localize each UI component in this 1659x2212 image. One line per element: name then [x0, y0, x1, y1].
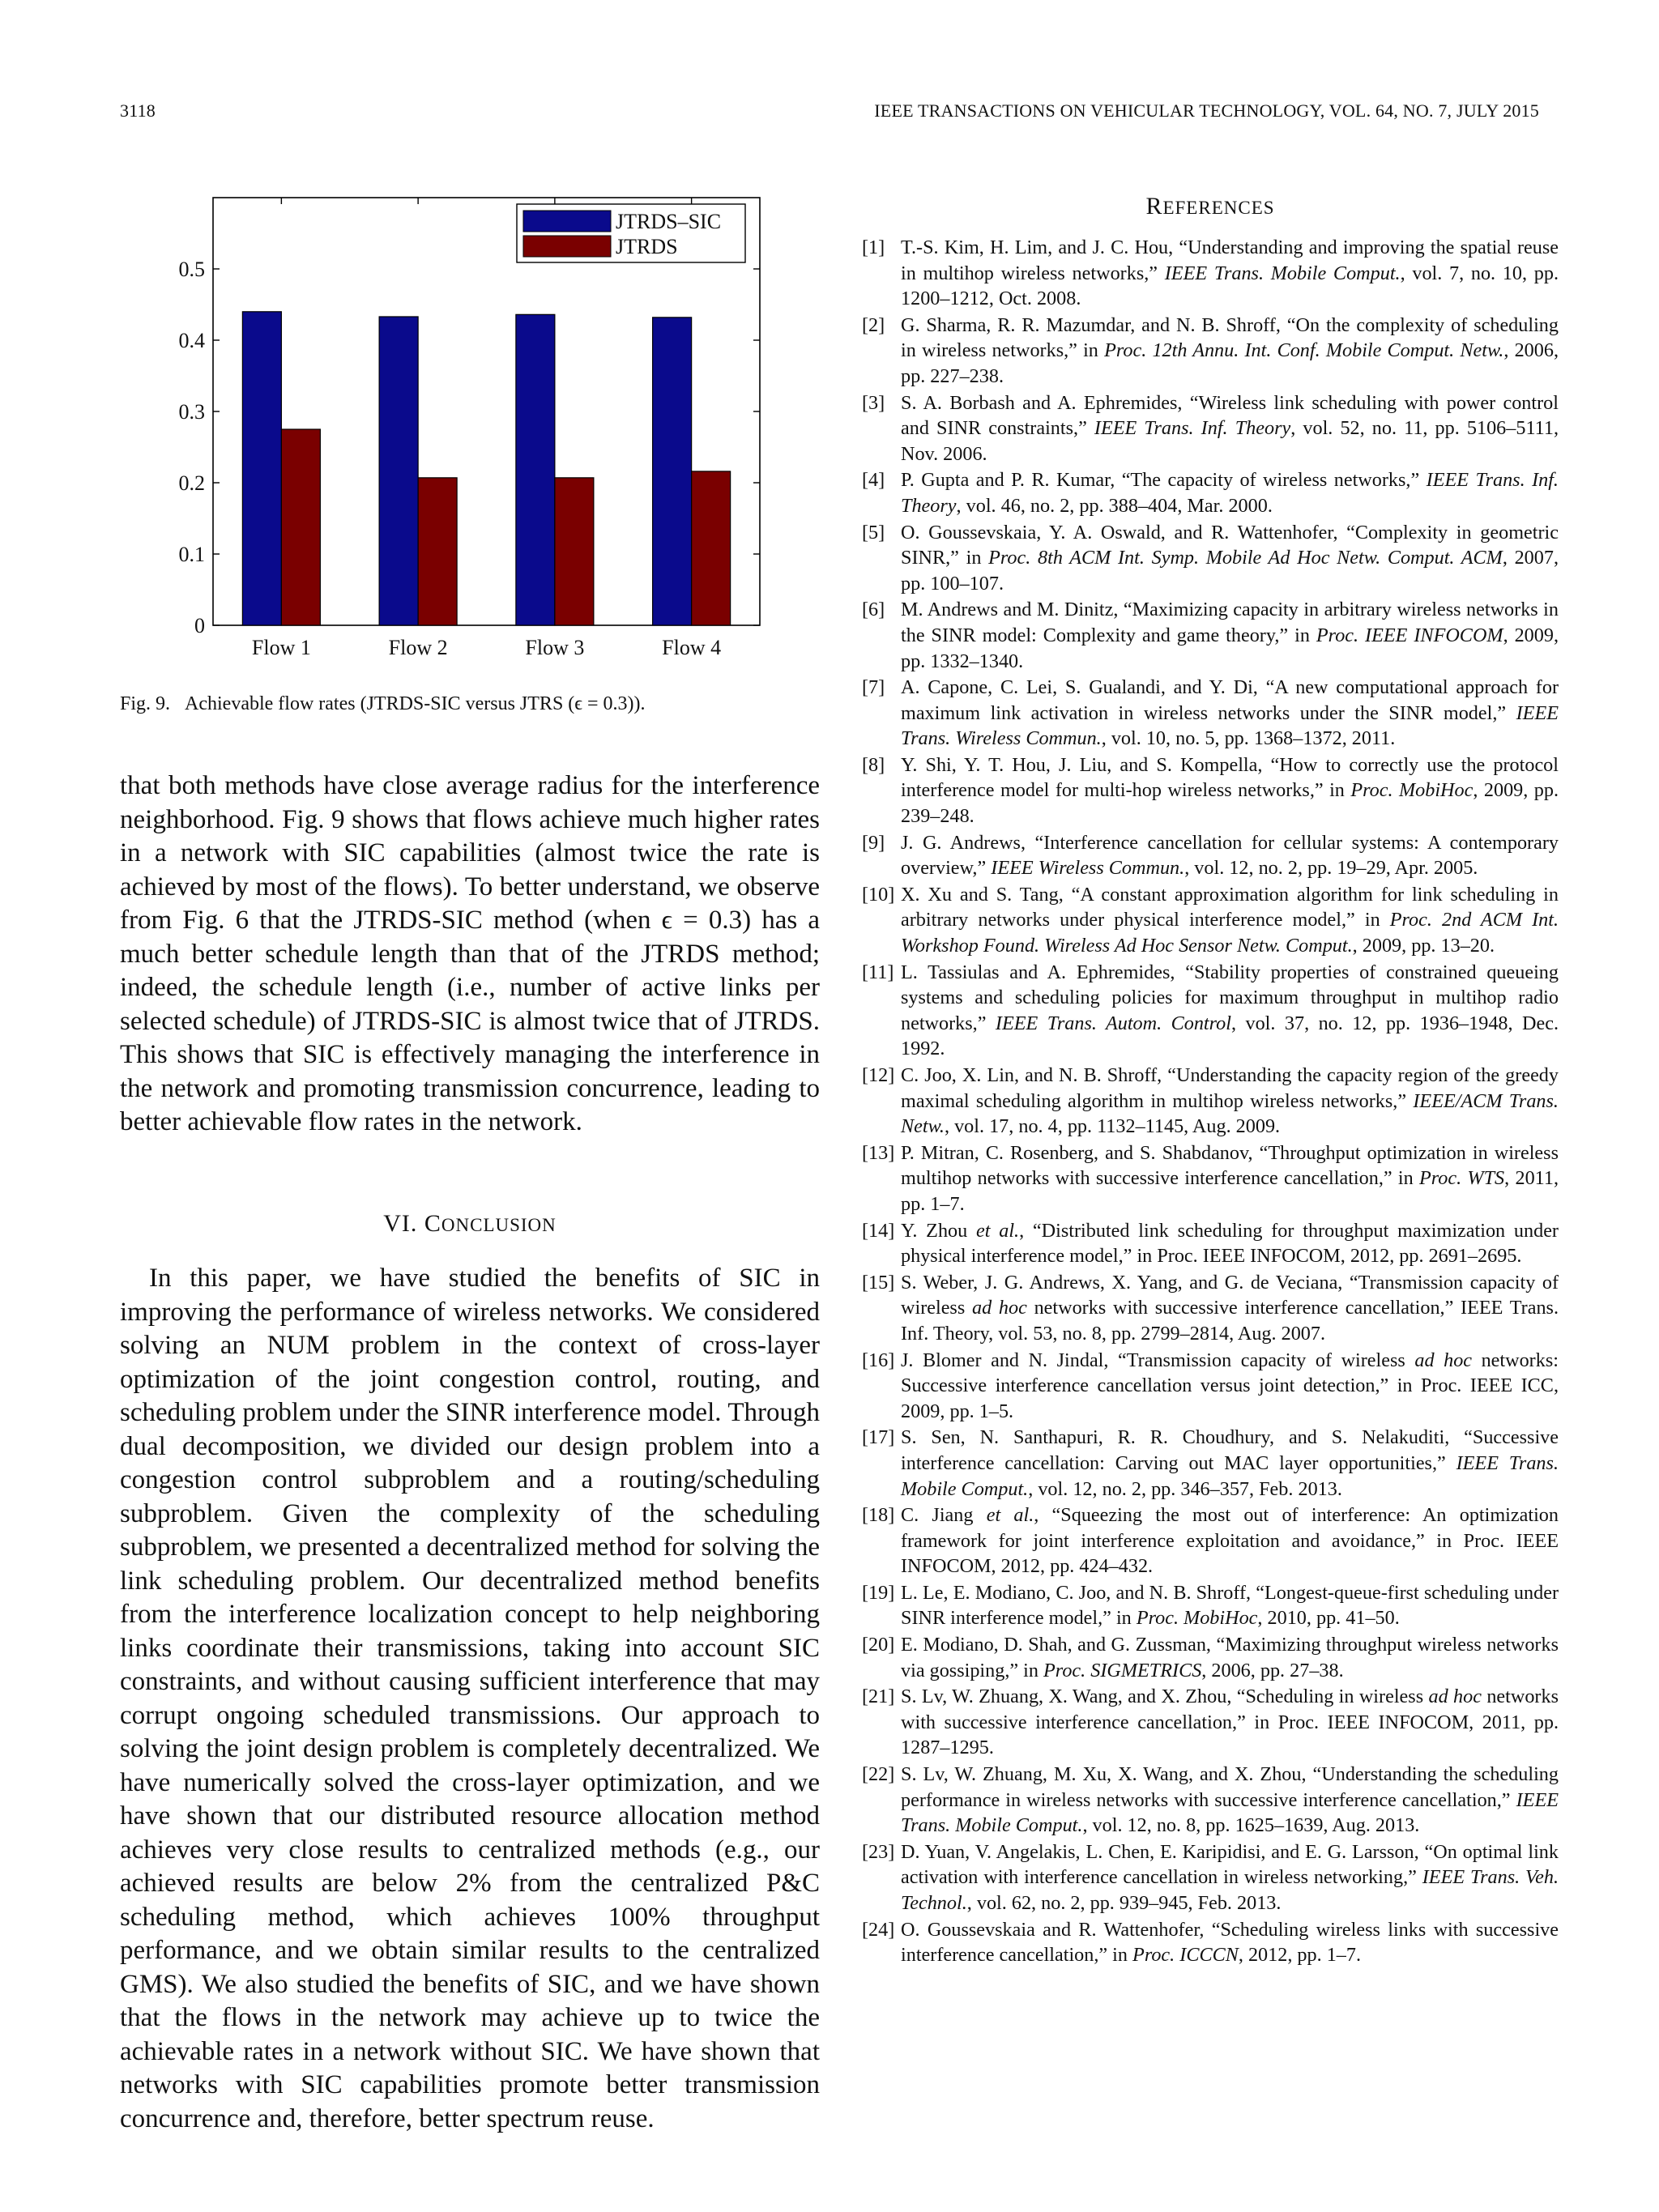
reference-details: , 2010, pp. 41–50. — [1257, 1607, 1400, 1630]
body-paragraph-results — [120, 769, 820, 1140]
reference-details: , vol. 17, no. 4, pp. 1132–1145, Aug. 2009. — [944, 1115, 1281, 1138]
reference-number: [5] — [862, 521, 885, 543]
reference-number: [7] — [862, 676, 885, 699]
bar-jtrds-flow-1 — [281, 429, 320, 625]
reference-number: [10] — [862, 883, 895, 906]
y-tick-label: 0.4 — [178, 329, 205, 352]
reference-text — [901, 1839, 1559, 1916]
right-column — [862, 188, 1559, 1969]
reference-text — [901, 1632, 1559, 1683]
reference-details: , vol. 52, no. 11, pp. 5106–5111, Nov. 2006. — [901, 417, 1559, 465]
reference-details: , vol. 62, no. 2, pp. 939–945, Feb. 2013. — [966, 1892, 1282, 1914]
reference-venue: Proc. MobiHoc — [1350, 779, 1473, 802]
reference-authors-title: O. Goussevskaia and R. Wattenhofer, “Scheduling wireless links with successive interference cancellation,” in — [901, 1918, 1559, 1967]
figure-caption-text: Achievable flow rates (JTRDS-SIC versus JTRS (ϵ = 0.3)). — [185, 693, 646, 714]
reference-details: , 2009, pp. 1332–1340. — [901, 624, 1559, 672]
reference-item — [862, 235, 1559, 312]
reference-item — [862, 1063, 1559, 1140]
reference-authors-title: C. Joo, X. Lin, and N. B. Shroff, “Understanding the capacity region of the greedy maximal scheduling algorithm in multihop wireless networks,” — [901, 1064, 1559, 1112]
reference-item — [862, 1632, 1559, 1683]
references-heading-initial: R — [1145, 193, 1163, 219]
reference-details: , 2006, pp. 227–238. — [901, 339, 1559, 387]
reference-item — [862, 1140, 1559, 1217]
section-number: VI. — [383, 1210, 418, 1237]
reference-details: , vol. 37, no. 12, pp. 1936–1948, Dec. 1992. — [901, 1012, 1559, 1060]
reference-text — [901, 1348, 1559, 1425]
reference-venue: IEEE Trans. Mobile Comput. — [1164, 262, 1401, 284]
reference-venue: IEEE Trans. Mobile Comput. — [901, 1788, 1559, 1837]
reference-authors-title: T.-S. Kim, H. Lim, and J. C. Hou, “Understanding and improving the spatial reuse in multihop wireless networks,” — [901, 237, 1559, 284]
reference-text — [901, 520, 1559, 597]
reference-item — [862, 520, 1559, 597]
reference-number: [8] — [862, 753, 885, 776]
reference-venue: IEEE Trans. Inf. Theory — [1094, 417, 1291, 440]
x-tick-label: Flow 1 — [251, 636, 311, 659]
x-tick-label: Flow 2 — [388, 636, 448, 659]
reference-authors-title: S. Weber, J. G. Andrews, X. Yang, and G. de Veciana, “Transmission capacity of wireless — [901, 1271, 1559, 1319]
references-heading — [862, 193, 1559, 220]
bar-chart — [120, 188, 820, 674]
reference-authors-title: P. Mitran, C. Rosenberg, and S. Shabdanov, “Throughput optimization in wireless multihop networks with successive interference cancellation,” in — [901, 1141, 1559, 1190]
bar-jtrds-flow-2 — [418, 478, 457, 625]
reference-item — [862, 1684, 1559, 1761]
reference-item — [862, 752, 1559, 829]
reference-details: , vol. 12, no. 2, pp. 346–357, Feb. 2013. — [1028, 1477, 1342, 1500]
reference-item — [862, 1580, 1559, 1631]
reference-text — [901, 1580, 1559, 1631]
reference-number: [23] — [862, 1840, 895, 1863]
reference-authors-title: S. Sen, N. Santhapuri, R. R. Choudhury, and S. Nelakuditi, “Successive interference cancellation: Carving out MAC layer opportunities,” — [901, 1426, 1559, 1474]
reference-number: [19] — [862, 1581, 895, 1604]
reference-item — [862, 1348, 1559, 1425]
reference-text — [901, 1270, 1559, 1347]
reference-authors-title: A. Capone, C. Lei, S. Gualandi, and Y. Di, “A new computational approach for maximum link activation in wireless networks under the SINR model,” — [901, 676, 1559, 724]
reference-item — [862, 313, 1559, 390]
reference-details: networks with successive interference cancellation,” IEEE Trans. Inf. Theory, vol. 53, no. 8, pp. 2799–2814, Aug. 2007. — [901, 1297, 1559, 1345]
reference-number: [14] — [862, 1219, 895, 1242]
reference-venue: IEEE Trans. Veh. Technol. — [901, 1866, 1559, 1914]
reference-authors-title: M. Andrews and M. Dinitz, “Maximizing capacity in arbitrary wireless networks in the SINR model: Complexity and game theory,” in — [901, 599, 1559, 646]
reference-venue: Proc. IEEE INFOCOM — [1316, 624, 1503, 646]
reference-number: [24] — [862, 1918, 895, 1941]
bar-jtrds-sic-flow-2 — [379, 317, 418, 625]
reference-text — [901, 235, 1559, 312]
reference-authors-title: O. Goussevskaia, Y. A. Oswald, and R. Wattenhofer, “Complexity in geometric SINR,” in — [901, 521, 1559, 569]
reference-venue: Proc. WTS — [1418, 1167, 1505, 1190]
legend-swatch — [523, 211, 611, 232]
journal-title: IEEE TRANSACTIONS ON VEHICULAR TECHNOLOGY, VOL. 64, NO. 7, JULY 2015 — [874, 100, 1539, 121]
reference-authors-title: S. Lv, W. Zhuang, X. Wang, and X. Zhou, “Scheduling in wireless — [901, 1686, 1429, 1708]
y-tick-label: 0.2 — [178, 471, 205, 495]
reference-number: [3] — [862, 391, 885, 414]
reference-item — [862, 1425, 1559, 1502]
reference-details: , 2006, pp. 27–38. — [1201, 1659, 1344, 1681]
reference-venue: Proc. 2nd ACM Int. Workshop Found. Wireless Ad Hoc Sensor Netw. Comput. — [901, 909, 1559, 957]
reference-number: [20] — [862, 1634, 895, 1656]
x-tick-label: Flow 4 — [662, 636, 722, 659]
reference-text — [901, 1684, 1559, 1761]
reference-authors-title: E. Modiano, D. Shah, and G. Zussman, “Maximizing throughput wireless networks via gossiping,” in — [901, 1634, 1559, 1681]
bar-jtrds-sic-flow-4 — [653, 318, 692, 625]
reference-number: [21] — [862, 1686, 895, 1708]
reference-text — [901, 1140, 1559, 1217]
reference-item — [862, 467, 1559, 518]
reference-authors-title: Y. Zhou — [901, 1219, 977, 1242]
reference-text — [901, 830, 1559, 881]
reference-venue: IEEE Trans. Autom. Control — [995, 1012, 1231, 1034]
reference-authors-title: Y. Shi, Y. T. Hou, J. Liu, and S. Kompella, “How to correctly use the protocol interference model for multi-hop wireless networks,” in — [901, 753, 1559, 802]
reference-number: [12] — [862, 1064, 895, 1086]
reference-details: , vol. 12, no. 8, pp. 1625–1639, Aug. 2013. — [1082, 1814, 1420, 1837]
reference-text — [901, 1063, 1559, 1140]
reference-item — [862, 1762, 1559, 1839]
reference-number: [1] — [862, 237, 885, 258]
reference-details: networks with successive interference cancellation,” in Proc. IEEE INFOCOM, 2011, pp. 1287–1295. — [901, 1686, 1559, 1759]
reference-venue: IEEE Trans. Wireless Commun. — [901, 701, 1559, 750]
reference-text — [901, 313, 1559, 390]
reference-venue: Proc. 12th Annu. Int. Conf. Mobile Comput. Netw. — [1104, 339, 1504, 362]
section-heading-conclusion — [120, 1210, 820, 1238]
reference-authors-title: P. Gupta and P. R. Kumar, “The capacity of wireless networks,” — [901, 469, 1427, 492]
reference-venue: Proc. SIGMETRICS — [1043, 1659, 1202, 1681]
reference-authors-title: C. Jiang — [901, 1504, 987, 1527]
reference-text — [901, 1762, 1559, 1839]
y-tick-label: 0.5 — [178, 258, 205, 281]
reference-text — [901, 1218, 1559, 1269]
y-tick-label: 0.3 — [178, 400, 205, 424]
reference-details: networks: Successive interference cancellation versus joint detection,” in Proc. IEEE ICC, 2009, pp. 1–5. — [901, 1349, 1559, 1422]
reference-venue: Proc. ICCCN — [1132, 1944, 1239, 1967]
reference-text — [901, 882, 1559, 959]
reference-number: [18] — [862, 1504, 895, 1527]
reference-authors-title: J. G. Andrews, “Interference cancellation for cellular systems: A contemporary overview,” — [901, 831, 1559, 880]
conclusion-paragraph: In this paper, we have studied the benefits of SIC in improving the performance of wireless networks. We considered solving an NUM problem in the context of cross-layer optimization of the joint congestion control, routing, and scheduling problem under the SINR interference model. Through dual decomposition, we divided our design problem into a congestion control subproblem and a routing/scheduling subproblem. Given the complexity of the scheduling subproblem, we presented a decentralized method for solving the link scheduling problem. Our decentralized method benefits from the interference localization concept to help neighboring links coordinate their transmissions, taking into account SIC constraints, and without causing sufficient interference that may corrupt ongoing scheduled transmissions. Our approach to solving the joint design problem is completely decentralized. We have numerically solved the cross-layer optimization, and we have shown that our distributed resource allocation method achieves very close results to centralized methods (e.g., our achieved results are below 2% from the centralized P&C scheduling method, which achieves 100% throughput performance, and we obtain similar results to the centralized GMS). We also studied the benefits of SIC, and we have shown that the flows in the network may achieve up to twice the achievable rates in a network without SIC. We have shown that networks with SIC capabilities promote better transmission concurrence and, therefore, better spectrum reuse. — [120, 1264, 820, 2133]
reference-authors-title: G. Sharma, R. R. Mazumdar, and N. B. Shroff, “On the complexity of scheduling in wireless networks,” in — [901, 313, 1559, 362]
reference-authors-title: S. A. Borbash and A. Ephremides, “Wireless link scheduling with power control and SINR constraints,” — [901, 391, 1559, 440]
reference-number: [2] — [862, 313, 885, 336]
reference-details: , 2009, pp. 239–248. — [901, 779, 1559, 828]
reference-venue: IEEE Wireless Commun. — [991, 857, 1185, 880]
reference-item — [862, 597, 1559, 674]
body-paragraph-conclusion — [120, 1262, 820, 2136]
reference-details: , 2007, pp. 100–107. — [901, 547, 1559, 595]
bar-jtrds-flow-4 — [692, 471, 731, 625]
reference-text — [901, 960, 1559, 1062]
reference-item — [862, 1502, 1559, 1579]
figure-caption — [120, 691, 820, 717]
reference-venue: ad hoc — [1428, 1686, 1482, 1708]
reference-authors-title: J. Blomer and N. Jindal, “Transmission capacity of wireless — [901, 1349, 1415, 1371]
results-paragraph: that both methods have close average radius for the interference neighborhood. Fig. 9 shows that flows achieve much higher rates in a network with SIC capabilities (almost twice the rate is achieved by most of the flows). To better understand, we observe from Fig. 6 that the JTRDS-SIC method (when ϵ = 0.3) has a much better schedule length than that of the JTRDS method; indeed, the schedule length (i.e., number of active links per selected schedule) of JTRDS-SIC is almost twice that of JTRDS. This shows that SIC is effectively managing the interference in the network and promoting transmission concurrence, leading to better achievable flow rates in the network. — [120, 771, 820, 1136]
reference-text — [901, 752, 1559, 829]
left-column — [120, 188, 820, 2133]
reference-venue: IEEE/ACM Trans. Netw. — [901, 1089, 1559, 1138]
figure-9 — [120, 188, 820, 722]
reference-text — [901, 597, 1559, 674]
running-header — [120, 100, 1539, 121]
reference-venue: ad hoc — [1414, 1349, 1473, 1371]
reference-venue: IEEE Trans. Inf. Theory — [901, 469, 1559, 517]
section-title-initial: C — [424, 1210, 441, 1237]
bar-jtrds-sic-flow-3 — [516, 314, 555, 625]
page-number: 3118 — [120, 100, 156, 121]
reference-details: , 2009, pp. 13–20. — [1352, 935, 1495, 957]
reference-details: , 2011, pp. 1–7. — [901, 1167, 1559, 1215]
reference-number: [16] — [862, 1349, 895, 1371]
reference-list — [862, 235, 1559, 1968]
section-title-rest: ONCLUSION — [441, 1215, 557, 1235]
reference-text — [901, 1917, 1559, 1968]
reference-number: [11] — [862, 961, 894, 983]
reference-item — [862, 882, 1559, 959]
reference-item — [862, 390, 1559, 467]
reference-details: , “Distributed link scheduling for throughput maximization under physical interference model,” in Proc. IEEE INFOCOM, 2012, pp. 2691–2695. — [901, 1219, 1559, 1268]
reference-details: , vol. 7, no. 10, pp. 1200–1212, Oct. 2008. — [901, 262, 1559, 310]
reference-venue: et al. — [976, 1219, 1020, 1242]
figure-label: Fig. 9. — [120, 693, 171, 714]
reference-authors-title: S. Lv, W. Zhuang, M. Xu, X. Wang, and X. Zhou, “Understanding the scheduling performance in wireless networks with successive interference cancellation,” — [901, 1763, 1559, 1811]
legend-label: JTRDS–SIC — [616, 210, 722, 233]
reference-text — [901, 675, 1559, 752]
reference-item — [862, 675, 1559, 752]
reference-item — [862, 1270, 1559, 1347]
reference-venue: Proc. MobiHoc — [1136, 1607, 1258, 1630]
reference-venue: ad hoc — [972, 1297, 1027, 1319]
reference-item — [862, 1917, 1559, 1968]
reference-number: [15] — [862, 1271, 895, 1294]
reference-text — [901, 390, 1559, 467]
reference-number: [9] — [862, 831, 885, 854]
reference-item — [862, 830, 1559, 881]
bar-jtrds-flow-3 — [555, 478, 594, 625]
reference-item — [862, 1839, 1559, 1916]
reference-venue: Proc. 8th ACM Int. Symp. Mobile Ad Hoc Netw. Comput. ACM — [988, 547, 1503, 569]
reference-item — [862, 960, 1559, 1062]
reference-number: [4] — [862, 469, 885, 492]
reference-number: [22] — [862, 1763, 895, 1786]
reference-text — [901, 1425, 1559, 1502]
reference-number: [13] — [862, 1141, 895, 1164]
legend-label: JTRDS — [616, 235, 678, 258]
reference-number: [6] — [862, 599, 885, 621]
reference-details: , 2012, pp. 1–7. — [1238, 1944, 1362, 1967]
bar-jtrds-sic-flow-1 — [242, 312, 281, 625]
x-tick-label: Flow 3 — [525, 636, 585, 659]
reference-item — [862, 1218, 1559, 1269]
y-tick-label: 0 — [194, 614, 205, 637]
reference-details: , “Squeezing the most out of interference: An optimization framework for joint interference exploitation and avoidance,” in Proc. IEEE INFOCOM, 2012, pp. 424–432. — [901, 1504, 1559, 1578]
reference-authors-title: L. Le, E. Modiano, C. Joo, and N. B. Shroff, “Longest-queue-first scheduling under SINR interference model,” in — [901, 1581, 1559, 1630]
references-heading-rest: EFERENCES — [1162, 198, 1275, 218]
reference-number: [17] — [862, 1426, 895, 1449]
reference-text — [901, 467, 1559, 518]
reference-text — [901, 1502, 1559, 1579]
y-tick-label: 0.1 — [178, 543, 205, 566]
reference-details: , vol. 46, no. 2, pp. 388–404, Mar. 2000. — [956, 494, 1273, 517]
reference-venue: IEEE Trans. Mobile Comput. — [901, 1451, 1559, 1500]
legend-swatch — [523, 236, 611, 257]
reference-details: , vol. 10, no. 5, pp. 1368–1372, 2011. — [1101, 727, 1396, 750]
reference-authors-title: D. Yuan, V. Angelakis, L. Chen, E. Karipidisi, and E. G. Larsson, “On optimal link activation with interference cancellation in wireless networking,” — [901, 1840, 1559, 1889]
reference-authors-title: X. Xu and S. Tang, “A constant approximation algorithm for link scheduling in arbitrary networks under physical interference model,” in — [901, 883, 1559, 931]
reference-authors-title: L. Tassiulas and A. Ephremides, “Stability properties of constrained queueing systems and scheduling policies for maximum throughput in multihop radio networks,” — [901, 961, 1559, 1034]
reference-details: , vol. 12, no. 2, pp. 19–29, Apr. 2005. — [1184, 857, 1478, 880]
reference-venue: et al. — [986, 1504, 1034, 1527]
